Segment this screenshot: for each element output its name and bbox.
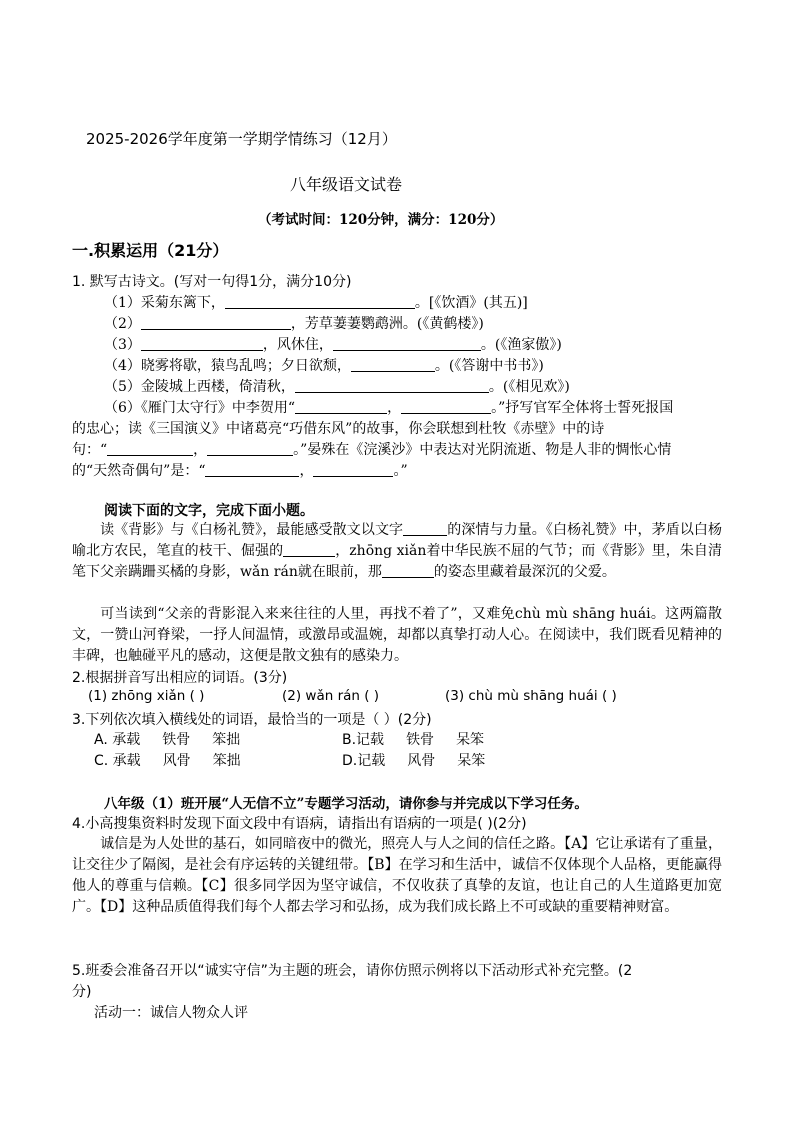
answer-blank[interactable] bbox=[225, 294, 415, 309]
section-heading: 一.积累运用（21分） bbox=[72, 241, 229, 260]
q1-line-4: （4）晓雾将歇，猿鸟乱鸣；夕日欲颓， 。(《答谢中书书》) bbox=[104, 358, 544, 374]
answer-blank[interactable] bbox=[295, 378, 489, 393]
answer-blank[interactable] bbox=[295, 399, 387, 414]
q1-line-7: 的忠心；读《三国演义》中诸葛亮“巧借东风”的故事，你会联想到杜牧《赤壁》中的诗 bbox=[72, 421, 605, 437]
answer-blank[interactable] bbox=[207, 441, 293, 456]
answer-blank[interactable] bbox=[333, 336, 481, 351]
exam-title: 2025-2026学年度第一学期学情练习（12月） bbox=[86, 130, 397, 148]
q1-line-8: 句：“ ， 。”晏殊在《浣溪沙》中表达对光阴流逝、物是人非的惆怅心情 bbox=[72, 442, 672, 458]
q2-item-1: (1) zhōng xiǎn ( ) bbox=[88, 688, 205, 704]
answer-blank[interactable] bbox=[107, 441, 193, 456]
q4-paragraph: 诚信是为人处世的基石，如同暗夜中的微光，照亮人与人之间的信任之路。【A】它让承诺有了重量，让交往少了隔阂，是社会有序运转的关键纽带。【B】在学习和生活中，诚信不仅体现个人品格，更能赢得他人的尊重与信赖。【C】很多同学因为坚守诚信，不仅收获了真挚的友谊，也让自己的人生道路更加宽广。【D】这种品质值得我们每个人都去学习和弘扬，成为我们成长路上不可或缺的重要精神财富。 bbox=[72, 836, 722, 915]
answer-blank[interactable] bbox=[351, 357, 435, 372]
q1-line-6: （6）《雁门太守行》中李贺用“ ， 。”抒写官军全体将士誓死报国 bbox=[104, 400, 674, 416]
q5-stem-line-1: 5.班委会准备召开以“诚实守信”为主题的班会，请你仿照示例将以下活动形式补充完整。(2 bbox=[72, 963, 633, 979]
q3-option-b[interactable]: B.记载 铁骨 呆笨 bbox=[342, 732, 485, 748]
reading-heading: 阅读下面的文字，完成下面小题。 bbox=[104, 503, 314, 519]
q3-option-a[interactable]: A. 承载 铁骨 笨拙 bbox=[94, 732, 241, 748]
q1-line-3: （3） ，风休住， 。(《渔家傲》) bbox=[104, 337, 562, 353]
q3-option-c[interactable]: C. 承载 风骨 笨拙 bbox=[94, 753, 241, 769]
q5-stem-line-2: 分) bbox=[72, 984, 92, 1000]
answer-blank[interactable] bbox=[401, 399, 491, 414]
answer-blank[interactable] bbox=[403, 521, 447, 536]
answer-blank[interactable] bbox=[141, 336, 263, 351]
exam-info: （考试时间：120分钟，满分：120分） bbox=[258, 212, 504, 228]
q1-line-1: （1）采菊东篱下， 。[《饮酒》(其五)] bbox=[104, 295, 528, 311]
answer-blank[interactable] bbox=[141, 315, 291, 330]
q3-stem: 3.下列依次填入横线处的词语，最恰当的一项是（ ）(2分) bbox=[72, 712, 432, 728]
activity-heading: 八年级（1）班开展“人无信不立”专题学习活动，请你参与并完成以下学习任务。 bbox=[104, 796, 588, 812]
q1-line-5: （5）金陵城上西楼，倚清秋， 。(《相见欢》) bbox=[104, 379, 570, 395]
answer-blank[interactable] bbox=[382, 563, 434, 578]
q4-stem: 4.小高搜集资料时发现下面文段中有语病，请指出有语病的一项是( )(2分) bbox=[72, 816, 527, 832]
q2-stem: 2.根据拼音写出相应的词语。(3分) bbox=[72, 670, 288, 686]
reading-paragraph-2: 可当读到“父亲的背影混入来来往往的人里，再找不着了”，又难免chù mù shāng huái。这两篇散文，一赞山河脊梁，一抒人间温情，或激昂或温婉，却都以真挚打动人心。在阅读中，我们既看见精神的丰碑，也触碰平凡的感动，这便是散文独有的感染力。 bbox=[72, 606, 722, 664]
answer-blank[interactable] bbox=[283, 542, 335, 557]
answer-blank[interactable] bbox=[205, 462, 299, 477]
answer-blank[interactable] bbox=[313, 462, 393, 477]
paper-subtitle: 八年级语文试卷 bbox=[290, 175, 403, 194]
q1-line-9: 的“天然奇偶句”是：“ ， 。” bbox=[72, 463, 408, 479]
q2-item-3: (3) chù mù shāng huái ( ) bbox=[445, 688, 617, 704]
q2-item-2: (2) wǎn rán ( ) bbox=[282, 688, 380, 704]
reading-paragraph-1: 读《背影》与《白杨礼赞》，最能感受散文以文字 的深情与力量。《白杨礼赞》中，茅盾以白杨喻北方农民，笔直的枝干、倔强的 ，zhōng xiǎn着中华民族不屈的气节；而《背影》里，朱自清笔下父亲蹒跚买橘的身影，wǎn rán就在眼前，那 的姿态里藏着最深沉的父爱。 bbox=[72, 522, 722, 580]
q1-stem: 1. 默写古诗文。(写对一句得1分，满分10分) bbox=[72, 274, 352, 290]
q5-activity-1: 活动一：诚信人物众人评 bbox=[94, 1005, 248, 1021]
q1-line-2: （2） ，芳草萋萋鹦鹉洲。(《黄鹤楼》) bbox=[104, 316, 484, 332]
q3-option-d[interactable]: D.记载 风骨 呆笨 bbox=[342, 753, 486, 769]
